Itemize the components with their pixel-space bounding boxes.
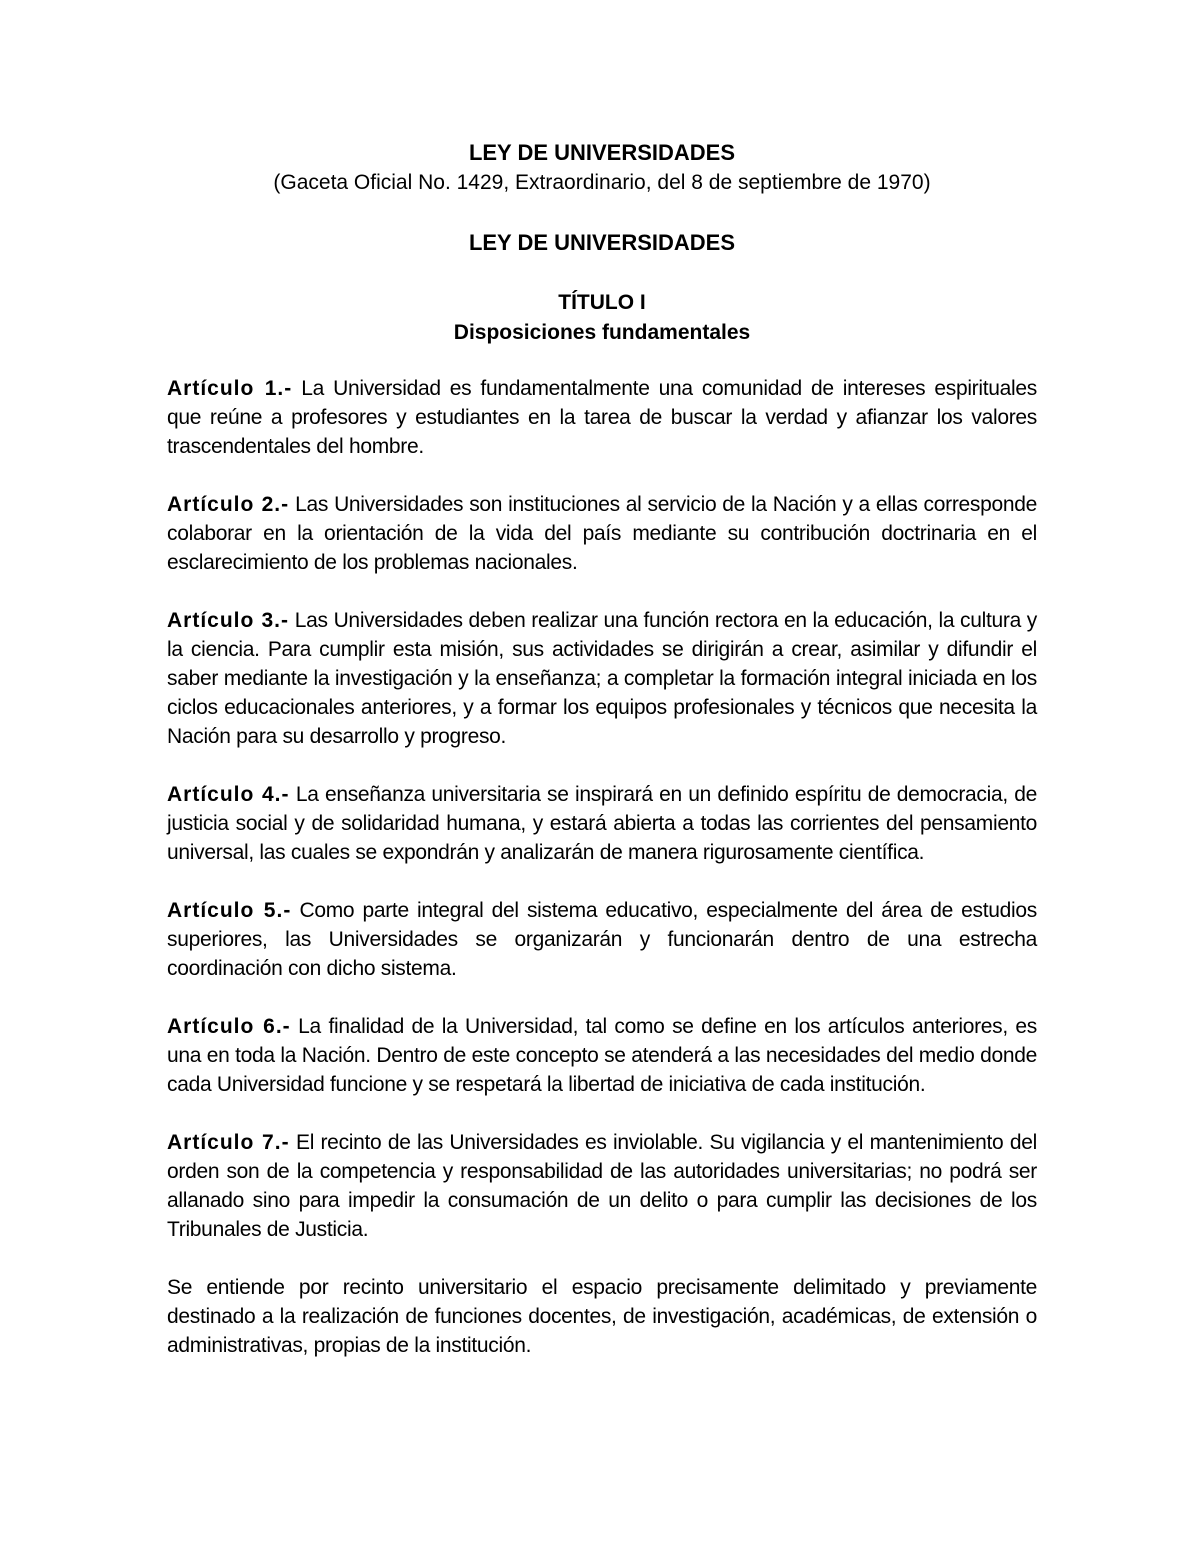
article-text: La enseñanza universitaria se inspirará en un definido espíritu de democracia, de justicia social y de solidaridad humana, y estará abierta a todas las corrientes del pensamiento universal, las cuales se expondrán y analizarán de manera rigurosamente científica.: [167, 783, 1037, 864]
article-4: [167, 780, 1037, 867]
article-text: Las Universidades deben realizar una función rectora en la educación, la cultura y la ciencia. Para cumplir esta misión, sus actividades se dirigirán a crear, asimilar y difundir el saber mediante la investigación y la enseñanza; a completar la formación integral iniciada en los ciclos educacionales anteriores, y a formar los equipos profesionales y técnicos que necesita la Nación para su desarrollo y progreso.: [167, 609, 1038, 748]
article-text: Como parte integral del sistema educativo, especialmente del área de estudios superiores, las Universidades se organizarán y funcionarán dentro de una estrecha coordinación con dicho sistema.: [167, 899, 1037, 980]
document-page: [167, 138, 1037, 1389]
gazette-reference: (Gaceta Oficial No. 1429, Extraordinario, del 8 de septiembre de 1970): [273, 171, 931, 194]
article-3: [167, 606, 1037, 751]
article-1: [167, 374, 1037, 461]
article-label: Artículo 5.-: [167, 899, 292, 922]
article-5: [167, 896, 1037, 983]
article-2: [167, 490, 1037, 577]
section-number: TÍTULO I: [558, 291, 646, 314]
article-text: Las Universidades son instituciones al servicio de la Nación y a ellas corresponde colaborar en la orientación de la vida del país mediante su contribución doctrinaria en el esclarecimiento de los problemas nacionales.: [167, 493, 1037, 574]
article-7: [167, 1128, 1037, 1244]
article-text: La finalidad de la Universidad, tal como se define en los artículos anteriores, es una en toda la Nación. Dentro de este concepto se atenderá a las necesidades del medio donde cada Universidad funcione y se respetará la libertad de iniciativa de cada institución.: [167, 1015, 1037, 1096]
law-title: LEY DE UNIVERSIDADES: [468, 140, 736, 165]
article-text: El recinto de las Universidades es inviolable. Su vigilancia y el mantenimiento del orden son de la competencia y responsabilidad de las autoridades universitarias; no podrá ser allanado sino para impedir la consumación de un delito o para cumplir las decisiones de los Tribunales de Justicia.: [167, 1131, 1037, 1241]
closing-paragraph: Se entiende por recinto universitario el espacio precisamente delimitado y previamente destinado a la realización de funciones docentes, de investigación, académicas, de extensión o administrativas, propias de la institución.: [167, 1276, 1037, 1357]
article-label: Artículo 6.-: [167, 1015, 291, 1038]
section-name: Disposiciones fundamentales: [453, 321, 751, 344]
article-label: Artículo 4.-: [167, 783, 290, 806]
law-title-repeat: LEY DE UNIVERSIDADES: [468, 230, 736, 255]
document-header: [167, 138, 1037, 374]
article-text: La Universidad es fundamentalmente una comunidad de intereses espirituales que reúne a profesores y estudiantes en la tarea de buscar la verdad y afianzar los valores trascendentales del hombre.: [167, 377, 1037, 458]
article-label: Artículo 1.-: [167, 377, 293, 400]
article-label: Artículo 7.-: [167, 1131, 290, 1154]
article-label: Artículo 2.-: [167, 493, 290, 516]
article-6: [167, 1012, 1037, 1099]
article-label: Artículo 3.-: [167, 609, 289, 632]
